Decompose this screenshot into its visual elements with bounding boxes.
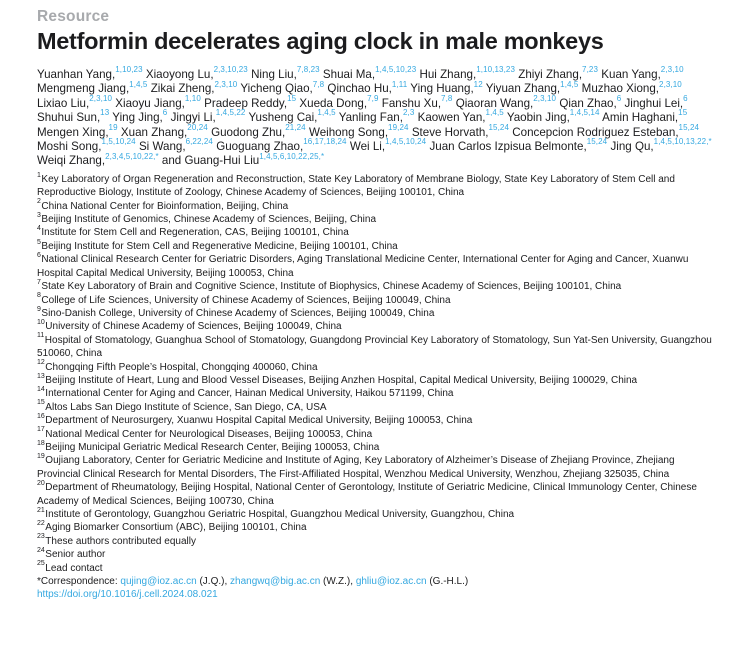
author-affiliation-refs: 1,4,5,22 — [215, 108, 246, 118]
author — [411, 122, 510, 139]
correspondence-email-link[interactable]: qujing@ioz.ac.cn — [120, 576, 197, 588]
affiliation-number: 24 — [37, 546, 45, 554]
author-affiliation-refs: 1,10,13,23 — [476, 65, 516, 75]
author-affiliation-refs: 15,24 — [678, 122, 700, 132]
author-affiliation-refs: 15,24 — [488, 122, 510, 132]
correspondence-text: (G.-H.L.) — [426, 576, 469, 588]
author — [581, 79, 682, 96]
author-affiliation-refs: 1,4,5 — [560, 79, 579, 89]
author-name: Steve Horvath, — [411, 125, 489, 139]
author-name: Lixiao Liu, — [37, 96, 90, 110]
affiliation-item — [37, 374, 713, 387]
author-affiliation-refs: 1,4,5 — [317, 108, 336, 118]
author — [429, 137, 608, 154]
affiliation-item — [37, 253, 713, 280]
author — [161, 151, 325, 168]
author-affiliation-refs: 2,3,10 — [89, 93, 113, 103]
affiliation-number: 11 — [37, 332, 45, 340]
author-affiliation-refs: 15,24 — [586, 137, 608, 147]
author-name: Amin Haghani, — [602, 111, 679, 125]
affiliation-text: Hospital of Stomatology, Guanghua School of Stomatology, Guangdong Provincial Key Laboratory of Stomatology, Sun Yat-Sen University, Guangzhou 510060, China — [37, 334, 712, 360]
affiliation-item — [37, 294, 713, 307]
correspondence-text: (J.Q.), — [196, 576, 231, 588]
author-name: Wei Li, — [349, 140, 386, 154]
author — [37, 65, 143, 81]
author-name: Yanling Fan, — [338, 111, 403, 125]
affiliation-item — [37, 320, 713, 333]
affiliation-text: College of Life Sciences, University of Chinese Academy of Sciences, Beijing 100049, China — [41, 294, 451, 306]
affiliation-text: Lead contact — [45, 562, 103, 574]
author-affiliation-refs: 6,22,24 — [185, 137, 213, 147]
affiliation-number: 17 — [37, 426, 45, 434]
author-name: Concepcion Rodriguez Esteban, — [512, 125, 679, 139]
affiliation-item — [37, 521, 713, 534]
author-name: Xuan Zhang, — [120, 125, 188, 139]
author — [610, 137, 712, 154]
affiliation-text: Department of Neurosurgery, Xuanwu Hospital Capital Medical University, Beijing 100053, China — [45, 415, 473, 427]
author-affiliation-refs: 21,24 — [285, 122, 306, 132]
author-affiliation-refs: 7,9 — [367, 93, 379, 103]
author-affiliation-refs: 2,3,10 — [533, 93, 557, 103]
affiliation-number: 18 — [37, 439, 45, 447]
author-name: Muzhao Xiong, — [581, 82, 660, 96]
affiliation-number: 10 — [37, 318, 45, 326]
author — [112, 108, 168, 125]
author-affiliation-refs: 6 — [683, 93, 688, 103]
affiliation-text: National Clinical Research Center for Geriatric Disorders, Aging Translational Medicine Center, International Center for Aging and Cancer, Xuanwu Hospital Capital Medical University, Beijing 100053, China — [37, 254, 689, 279]
author-affiliation-refs: 2,3,10 — [659, 79, 682, 89]
author — [349, 137, 427, 154]
author-affiliation-refs: 2,3,10 — [214, 79, 238, 89]
affiliation-item — [37, 535, 713, 548]
author-affiliation-refs: 2,3,10 — [660, 65, 684, 75]
author-affiliation-refs: 15 — [678, 108, 688, 118]
affiliation-text: Chongqing Fifth People’s Hospital, Chongqing 400060, China — [45, 361, 318, 373]
affiliation-item — [37, 361, 713, 374]
affiliation-item — [37, 173, 713, 200]
author-affiliation-refs: 1,4,5,6,10,22,25,* — [259, 151, 325, 161]
author — [299, 93, 379, 110]
affiliation-text: Oujiang Laboratory, Center for Geriatric Medicine and Institute of Aging, Key Laboratory of Alzheimer’s Disease of Zhejiang Province, Zhejiang Provincial Clinical Research for Mental Disorders, The First-Affiliated Hospital, Wenzhou Medical University, Wenzhou, Zhejiang 325035, China — [37, 455, 675, 480]
author-affiliation-refs: 1,4,5,14 — [569, 108, 600, 118]
doi-link[interactable]: https://doi.org/10.1016/j.cell.2024.08.021 — [37, 589, 218, 601]
author-name: Yicheng Qiao, — [240, 82, 313, 96]
author — [170, 108, 246, 125]
affiliation-item — [37, 562, 713, 575]
affiliation-item — [37, 240, 713, 253]
affiliation-text: Sino-Danish College, University of Chinese Academy of Sciences, Beijing 100049, China — [41, 307, 435, 319]
author — [37, 151, 159, 168]
author-affiliation-refs: 2,3,4,5,10,22,* — [105, 151, 159, 161]
correspondence-email-link[interactable]: ghliu@ioz.ac.cn — [355, 576, 427, 588]
author — [37, 108, 110, 125]
author-name: Pradeep Reddy, — [204, 96, 288, 110]
author-affiliation-refs: 1,4,5 — [485, 108, 504, 118]
author-affiliation-refs: 1,4,5,10,13,22,* — [653, 137, 712, 147]
author-affiliation-refs: 1,4,5,10,23 — [375, 65, 417, 75]
author — [211, 122, 306, 139]
correspondence-text: (W.Z.), — [320, 576, 356, 588]
affiliation-text: Department of Rheumatology, Beijing Hospital, National Center of Gerontology, Institute of Geriatric Medicine, Clinical Immunology Center, Chinese Academy of Medical Sciences, Beijing 100730, China — [37, 482, 697, 507]
author-affiliation-refs: 2,3,10,23 — [213, 65, 248, 75]
author-name: Kuan Yang, — [601, 68, 661, 81]
affiliation-text: Beijing Institute for Stem Cell and Regenerative Medicine, Beijing 100101, China — [41, 240, 398, 252]
author-name: Qinchao Hu, — [327, 82, 392, 96]
affiliation-item — [37, 414, 713, 427]
affiliation-text: Beijing Municipal Geriatric Medical Research Center, Beijing 100053, China — [45, 441, 380, 453]
author-affiliation-refs: 2,3 — [402, 108, 415, 118]
author-name: Zhiyi Zhang, — [518, 68, 583, 81]
author-name: Ying Jing, — [112, 111, 163, 125]
author-list — [37, 65, 713, 169]
author-name: Guodong Zhu, — [211, 125, 286, 139]
affiliation-number: 19 — [37, 453, 45, 461]
author-affiliation-refs: 13 — [100, 108, 110, 118]
affiliation-item — [37, 307, 713, 320]
author — [115, 93, 201, 110]
author-name: Fanshu Xu, — [381, 96, 442, 110]
author-name: Moshi Song, — [37, 140, 102, 154]
affiliation-number: 21 — [37, 506, 45, 514]
affiliation-text: University of Chinese Academy of Sciences, Beijing 100049, China — [45, 321, 342, 333]
affiliation-text: Beijing Institute of Heart, Lung and Blood Vessel Diseases, Beijing Anzhen Hospital, Capital Medical University, Beijing 100029, China — [45, 374, 638, 386]
author-name: Yuanhan Yang, — [37, 68, 116, 81]
author-name: Hui Zhang, — [419, 68, 477, 81]
author-affiliation-refs: 7,8 — [441, 93, 453, 103]
affiliation-number: 1 — [37, 171, 41, 179]
affiliation-number: 22 — [37, 520, 45, 528]
author-name: Xiaoyong Lu, — [145, 68, 214, 81]
article-title: Metformin decelerates aging clock in male monkeys — [37, 28, 604, 54]
affiliation-number: 16 — [37, 412, 45, 420]
author-name: Weihong Song, — [308, 125, 389, 139]
author-name: Yusheng Cai, — [248, 111, 318, 125]
author-affiliation-refs: 19 — [108, 122, 118, 132]
affiliation-text: Key Laboratory of Organ Regeneration and Reconstruction, State Key Laboratory of Membrane Biology, State Key Laboratory of Stem Cell and Reproductive Biology, Institute of Zoology, Chinese Academy of Sciences, Beijing 100101, China — [37, 173, 675, 199]
affiliation-text: Institute for Stem Cell and Regeneration, CAS, Beijing 100101, China — [41, 227, 349, 239]
affiliation-number: 15 — [37, 399, 45, 407]
author — [240, 79, 325, 96]
author-name: Yaobin Jing, — [506, 111, 570, 125]
affiliation-number: 12 — [37, 359, 45, 367]
author-affiliation-refs: 6 — [616, 93, 622, 103]
affiliation-text: These authors contributed equally — [45, 535, 196, 547]
affiliation-number: 14 — [37, 386, 45, 394]
author — [602, 108, 688, 125]
author-name: Qiaoran Wang, — [455, 96, 534, 110]
affiliation-text: Senior author — [45, 549, 106, 561]
affiliation-item — [37, 200, 713, 213]
author — [518, 65, 599, 81]
author-name: Juan Carlos Izpisua Belmonte, — [429, 140, 587, 154]
author-affiliation-refs: 6 — [162, 108, 168, 118]
affiliation-item — [37, 401, 713, 414]
affiliation-text: Beijing Institute of Genomics, Chinese Academy of Sciences, Beijing, China — [41, 214, 377, 226]
affiliation-item — [37, 454, 713, 481]
author-name: Qian Zhao, — [559, 96, 617, 110]
author-affiliation-refs: 1,11 — [391, 79, 408, 89]
affiliation-text: International Center for Aging and Cancer, Hainan Medical University, Haikou 571199, China — [45, 388, 454, 400]
affiliation-item — [37, 441, 713, 454]
affiliation-item — [37, 334, 713, 361]
author-name: Shuai Ma, — [322, 68, 376, 81]
author-name: Guoguang Zhao, — [216, 140, 304, 154]
author-name: Jinghui Lei, — [624, 96, 684, 110]
author-affiliation-refs: 1,4,5 — [129, 79, 148, 89]
author-affiliation-refs: 7,23 — [582, 65, 599, 75]
affiliation-text: National Medical Center for Neurological Diseases, Beijing 100053, China — [45, 428, 373, 440]
affiliation-text: Aging Biomarker Consortium (ABC), Beijing 100101, China — [45, 522, 307, 534]
author-affiliation-refs: 19,24 — [388, 122, 409, 132]
author-name: Zikai Zheng, — [150, 82, 215, 96]
affiliation-number: 2 — [37, 198, 41, 206]
article-type-label: Resource — [37, 8, 110, 25]
author-name: Xiaoyu Jiang, — [115, 96, 185, 110]
affiliation-number: 6 — [37, 251, 41, 259]
author-affiliation-refs: 1,10,23 — [115, 65, 143, 75]
author-name: Ying Huang, — [410, 82, 474, 96]
affiliation-item — [37, 481, 713, 508]
affiliation-text: State Key Laboratory of Brain and Cognitive Science, Institute of Biophysics, Chinese Academy of Sciences, Beijing 100101, China — [41, 281, 622, 293]
author-name: Mengen Xing, — [37, 125, 109, 139]
correspondence-text: *Correspondence: — [37, 576, 121, 588]
affiliation-item — [37, 508, 713, 521]
affiliation-number: 9 — [37, 305, 41, 313]
author — [506, 108, 600, 125]
affiliation-number: 25 — [37, 560, 45, 568]
author-name: Ning Liu, — [251, 68, 297, 81]
author-affiliation-refs: 15 — [287, 93, 297, 103]
affiliation-text: Altos Labs San Diego Institute of Science, San Diego, CA, USA — [45, 401, 327, 413]
correspondence-email-link[interactable]: zhangwq@big.ac.cn — [230, 576, 321, 588]
author-affiliation-refs: 7,8,23 — [296, 65, 320, 75]
author-name: Mengmeng Jiang, — [37, 82, 130, 96]
affiliation-number: 13 — [37, 372, 45, 380]
author-affiliation-refs: 1,4,5,10,24 — [385, 137, 427, 147]
affiliation-item — [37, 387, 713, 400]
author — [251, 65, 320, 81]
affiliation-text: Institute of Gerontology, Guangzhou Geriatric Hospital, Guangzhou Medical University, Guangzhou, China — [45, 509, 515, 520]
author — [419, 65, 516, 81]
author-name: and Guang-Hui Liu — [161, 154, 260, 168]
author — [455, 93, 557, 110]
author-affiliation-refs: 12 — [473, 79, 483, 89]
author-affiliation-refs: 7,8 — [312, 79, 325, 89]
affiliation-item — [37, 548, 713, 561]
affiliation-number: 3 — [37, 211, 41, 219]
author-name: Shuhui Sun, — [37, 111, 101, 125]
author-name: Xueda Dong, — [299, 96, 368, 110]
affiliation-item — [37, 428, 713, 441]
correspondence-line — [37, 575, 713, 588]
affiliation-item — [37, 226, 713, 239]
affiliation-number: 5 — [37, 238, 41, 246]
affiliation-text: China National Center for Bioinformation, Beijing, China — [41, 200, 289, 212]
affiliation-number: 7 — [37, 278, 41, 286]
affiliation-number: 8 — [37, 292, 41, 300]
author-affiliation-refs: 16,17,18,24 — [303, 137, 347, 147]
author-name: Kaowen Yan, — [417, 111, 486, 125]
author-affiliation-refs: 1,10 — [184, 93, 201, 103]
affiliation-item — [37, 280, 713, 293]
author-name: Jing Qu, — [610, 140, 654, 154]
author-name: Yiyuan Zhang, — [485, 82, 561, 96]
affiliation-number: 23 — [37, 533, 45, 541]
author — [381, 93, 453, 110]
author-name: Weiqi Zhang, — [37, 154, 106, 168]
affiliation-list — [37, 173, 713, 575]
author-affiliation-refs: 1,5,10,24 — [101, 137, 136, 147]
author-affiliation-refs: 20,24 — [187, 122, 208, 132]
affiliation-number: 4 — [37, 225, 41, 233]
affiliation-number: 20 — [37, 479, 45, 487]
author-name: Si Wang, — [138, 140, 186, 154]
author-name: Jingyi Li, — [170, 111, 216, 125]
affiliation-item — [37, 213, 713, 226]
